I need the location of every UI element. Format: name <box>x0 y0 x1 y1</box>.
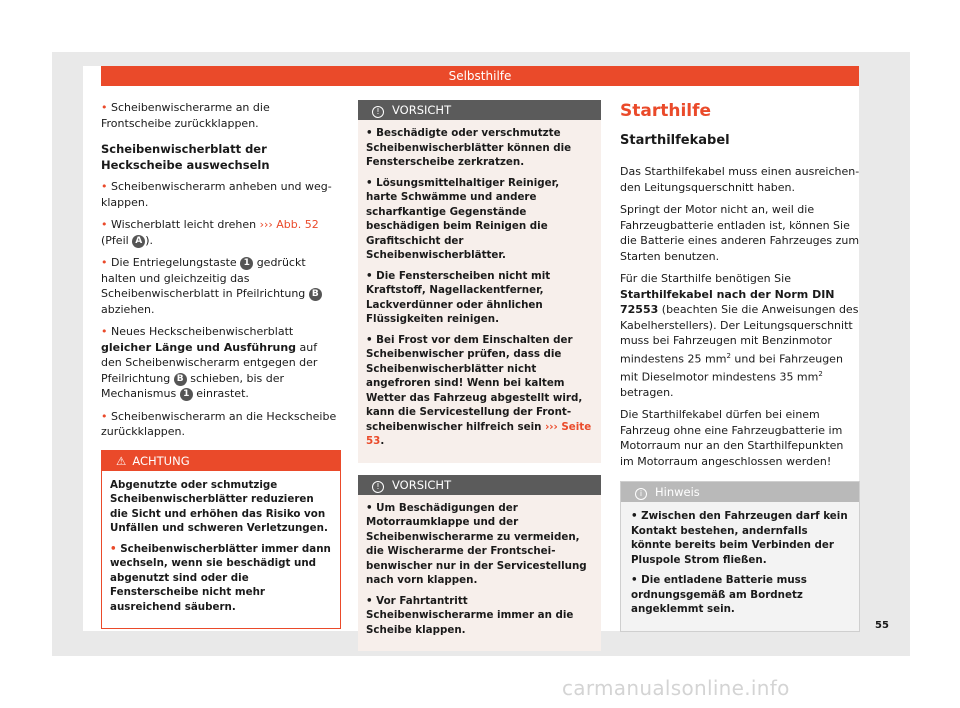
callout-badge: 1 <box>240 257 253 270</box>
warning-icon: ⚠ <box>116 453 127 468</box>
caution-box <box>358 475 601 652</box>
paragraph: Das Starthilfekabel muss einen ausreichenden Leitungsquerschnitt haben. <box>620 165 860 194</box>
subsection-title: Starthilfekabel <box>620 133 730 148</box>
bullet-icon: • <box>110 542 117 555</box>
list-item: • Scheibenwischerblätter immer dann wechseln, wenn sie beschädigt und abgenutzt sind oder die Fensterscheibe nicht mehr ausreichend säubern. <box>110 542 331 613</box>
list-item: • Die Entriegelungstaste 1 gedrückt halten und gleichzeitig das Scheibenwischerblatt in Pfeilrichtung B abziehen. <box>101 255 341 317</box>
section-header: Selbsthilfe <box>101 66 859 86</box>
section-heading: Scheibenwischerblatt der Heckscheibe auswechseln <box>101 142 270 172</box>
caution-header: ! VORSICHT <box>358 100 601 120</box>
list-item: • Die Fensterscheiben nicht mit Kraftstoff, Nagellackentferner, Lackverdünner oder ähnlichen Flüssigkeiten reinigen. <box>366 269 551 325</box>
list-item: • Zwischen den Fahrzeugen darf kein Kontakt bestehen, andernfalls könnte bereits beim Verbinden der Pluspole Strom fließen. <box>631 510 848 566</box>
bullet-icon: • <box>101 256 108 269</box>
bullet-icon: • <box>101 101 108 114</box>
watermark: carmanualsonline.info <box>562 676 790 700</box>
note-box <box>620 481 860 632</box>
page-title: Starthilfe <box>620 101 712 121</box>
list-item: • Scheibenwischerarme an die Frontscheibe zurückklappen. <box>101 101 270 130</box>
callout-badge: B <box>309 288 322 301</box>
figure-link[interactable]: ››› Abb. 52 <box>259 218 319 231</box>
info-icon: i <box>635 488 647 500</box>
list-item: • Scheibenwischerarm an die Heckscheibe zurückklappen. <box>101 409 337 438</box>
column-right <box>620 100 860 632</box>
caution-box <box>358 100 601 463</box>
note-header: i Hinweis <box>621 482 859 502</box>
callout-badge: 1 <box>180 388 193 401</box>
list-item: • Beschädigte oder verschmutzte Scheibenwischerblätter können die Fensterscheibe zerkratzen. <box>366 127 572 168</box>
list-item: • Wischerblatt leicht drehen ››› Abb. 52 (Pfeil A ). <box>101 218 319 247</box>
callout-badge: A <box>132 235 145 248</box>
page-number: 55 <box>875 620 889 631</box>
list-item: • Neues Heckscheibenwischerblatt gleicher Länge und Ausführung auf den Scheibenwischerarm entgegen der Pfeilrichtung B schieben, bis der Mechanismus 1 einrastet. <box>101 325 318 400</box>
warning-header: ⚠ ACHTUNG <box>102 451 340 471</box>
list-item: • Um Beschädigungen der Motorraumklappe und der Scheibenwischerarme zu vermeiden, die Wischerarme der Frontscheibenwischer nur in der Servicestellung nach vorn klappen. <box>366 501 587 586</box>
list-item: • Die entladene Batterie muss ordnungsgemäß am Bordnetz angeklemmt sein. <box>631 574 807 616</box>
page-link[interactable]: ››› Seite 53 <box>366 420 592 447</box>
bullet-icon: • <box>101 218 108 231</box>
callout-badge: B <box>174 373 187 386</box>
caution-header: ! VORSICHT <box>358 475 601 495</box>
list-item: • Vor Fahrtantritt Scheibenwischerarme immer an die Scheibe klappen. <box>366 594 574 636</box>
bullet-icon: • <box>101 409 108 423</box>
info-icon: ! <box>372 106 384 118</box>
paragraph: Die Starthilfekabel dürfen bei einem Fahrzeug ohne eine Fahrzeugbatterie im Motorraum nur an den Starthilfepunkten im Motorraum angeschlossen werden! <box>620 408 844 468</box>
bullet-icon: • <box>101 180 108 193</box>
list-item: • Scheibenwischerarm anheben und wegklappen. <box>101 180 332 209</box>
paragraph: Für die Starthilfe benötigen Sie Starthilfekabel nach der Norm DIN 72553 (beachten Sie die Anweisungen des Kabelherstellers). Der Leitungsquerschnitt muss bei Fahrzeugen mit Benzinmotor mindestens 25 $mm^2$ und bei Fahrzeugen mit Dieselmotor mindestens 35 $mm^2$ betragen. <box>620 272 859 399</box>
paragraph: Springt der Motor nicht an, weil die Fahrzeugbatterie entladen ist, können Sie die Batterie eines anderen Fahrzeuges zum Starten benutzen. <box>620 203 860 263</box>
bullet-icon: • <box>101 325 108 338</box>
info-icon: ! <box>372 481 384 493</box>
list-item: • Lösungsmittelhaltiger Reiniger, harte Schwämme und andere scharfkantige Gegenstände beschädigen beim Reinigen die Grafitschicht der Scheibenwischerblätter. <box>366 176 560 261</box>
list-item: • Bei Frost vor dem Einschalten der Scheibenwischer prüfen, dass die Scheibenwischerblätter nicht angefroren sind! Wenn bei kaltem Wetter das Fahrzeug abgestellt wird, kann die Servicestellung der Frontscheibenwischer hilfreich sein ››› Seite 53. <box>366 333 592 447</box>
warning-text: Abgenutzte oder schmutzige Scheibenwischerblätter reduzieren die Sicht und erhöhen das Risiko von Unfällen und schweren Verletzungen. <box>110 478 328 534</box>
column-left <box>101 100 341 629</box>
column-middle <box>358 100 601 663</box>
warning-box <box>101 450 341 630</box>
